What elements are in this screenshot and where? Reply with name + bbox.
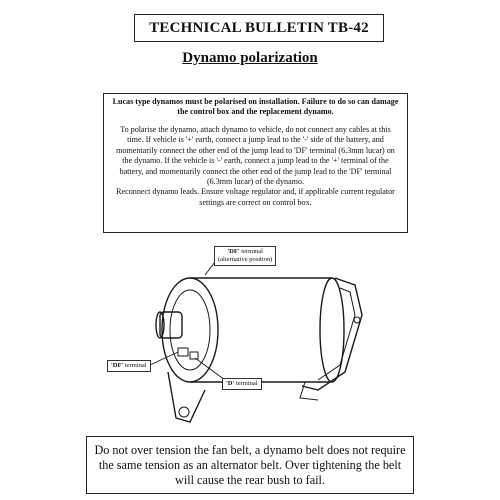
df-leader [150,352,178,365]
fan-belt-note-box [86,436,414,494]
bulletin-title: TECHNICAL BULLETIN TB-42 [149,19,369,36]
df-alt-label-term: 'DF' [227,248,240,255]
polarise-instructions: To polarise the dynamo, attach dynamo to vehicle, do not connect any cables at this time. If vehicle is '+' earth, connect a jump lead to the '-' side of the battery, and momentarily connect the other end of the jump lead to 'DF' terminal (6.3mm lucar) on the dynamo. If the vehicle is '-' earth, connect a jump lead to the '+' terminal of the battery, and momentarily connect the other end of the jump lead to the 'DF' terminal (6.3mm lucar) of the dynamo. [116,125,395,187]
df-label-term: 'DF' [111,362,124,369]
instructions-box [103,93,408,233]
dynamo-drawing [0,240,500,435]
fan-belt-note: Do not over tension the fan belt, a dynamo belt does not require the same tension as an alternator belt. Over tightening the belt will cause the rear bush to fail. [94,442,406,487]
df-label [107,360,151,372]
df-terminal-shape [178,348,188,356]
df-alt-label-note: (alternative position) [218,256,273,263]
d-terminal-shape [190,352,198,359]
d-label-term: 'D' [226,380,235,387]
d-label [222,378,262,390]
warning-text: Lucas type dynamos must be polarised on installation. Failure to do so can damage the control box and the replacement dynamo. [112,97,399,116]
rear-bracket [302,278,362,390]
df-alt-label [214,246,276,266]
reconnect-instructions: Reconnect dynamo leads. Ensure voltage regulator and, if applicable current regulator settings are correct on control box. [116,187,395,207]
d-leader [195,358,225,380]
df-label-rest: terminal [123,362,147,369]
bulletin-title-box [134,14,384,42]
d-label-rest: terminal [234,380,258,387]
page-subtitle: Dynamo polarization [182,50,318,66]
df-alt-label-rest: terminal [239,248,263,255]
rear-end-cap [320,278,344,382]
dynamo-diagram [0,240,500,435]
